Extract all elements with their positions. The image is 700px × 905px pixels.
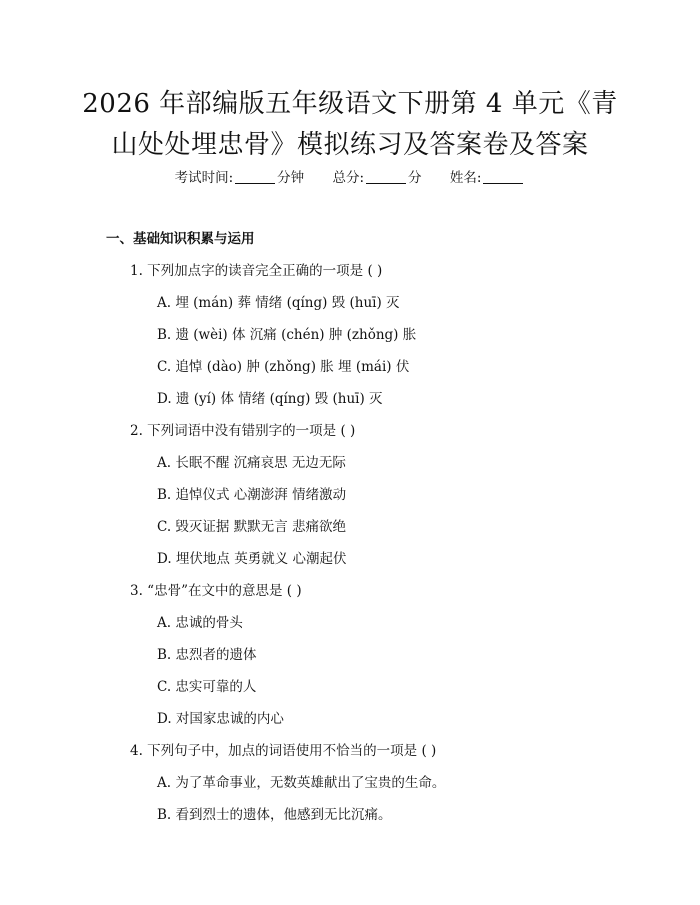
document-title (60, 84, 640, 166)
title-line-1: 2026 年部编版五年级语文下册第 4 单元《青 (82, 89, 618, 119)
exam-score-unit: 分 (408, 170, 422, 186)
question-2-option-c: C. 毁灭证据 默默无言 悲痛欲绝 (157, 519, 347, 535)
question-2-option-b: B. 追悼仪式 心潮澎湃 情绪激动 (157, 487, 347, 503)
question-3-option-a: A. 忠诚的骨头 (157, 615, 243, 631)
exam-time (175, 170, 309, 186)
section-heading: 一、基础知识积累与运用 (106, 231, 255, 247)
question-1-option-d: D. 遗 (yí) 体 情绪 (qíng) 毁 (huī) 灭 (157, 391, 383, 407)
question-2: 2. 下列词语中没有错别字的一项是 ( ) (130, 423, 356, 439)
question-3-option-d: D. 对国家忠诚的内心 (157, 711, 284, 727)
exam-score (332, 170, 425, 186)
question-3-option-b: B. 忠烈者的遗体 (157, 647, 257, 663)
question-4: 4. 下列句子中，加点的词语使用不恰当的一项是 ( ) (130, 743, 437, 759)
question-1-option-c: C. 追悼 (dào) 肿 (zhǒng) 胀 埋 (mái) 伏 (157, 359, 410, 375)
question-1-option-b: B. 遗 (wèi) 体 沉痛 (chén) 肿 (zhǒng) 胀 (157, 327, 417, 343)
exam-name-blank (483, 169, 523, 184)
question-3-option-c: C. 忠实可靠的人 (157, 679, 257, 695)
title-line-2: 山处处埋忠骨》模拟练习及答案卷及答案 (111, 130, 589, 160)
question-3: 3. “忠骨”在文中的意思是 ( ) (130, 583, 302, 599)
exam-score-blank (366, 169, 406, 184)
exam-name-label: 姓名: (449, 170, 482, 186)
question-1: 1. 下列加点字的读音完全正确的一项是 ( ) (130, 263, 383, 279)
question-4-option-b: B. 看到烈士的遗体，他感到无比沉痛。 (157, 807, 392, 823)
exam-time-label: 考试时间: (174, 170, 234, 186)
exam-time-blank (235, 169, 275, 184)
question-1-option-a: A. 埋 (mán) 葬 情绪 (qíng) 毁 (huī) 灭 (157, 295, 400, 311)
exam-name (450, 170, 526, 186)
exam-score-label: 总分: (332, 170, 365, 186)
exam-info (0, 168, 700, 188)
question-4-option-a: A. 为了革命事业，无数英雄献出了宝贵的生命。 (157, 775, 446, 791)
question-2-option-a: A. 长眠不醒 沉痛哀思 无边无际 (157, 455, 346, 471)
exam-time-unit: 分钟 (277, 170, 305, 186)
question-2-option-d: D. 埋伏地点 英勇就义 心潮起伏 (157, 551, 347, 567)
